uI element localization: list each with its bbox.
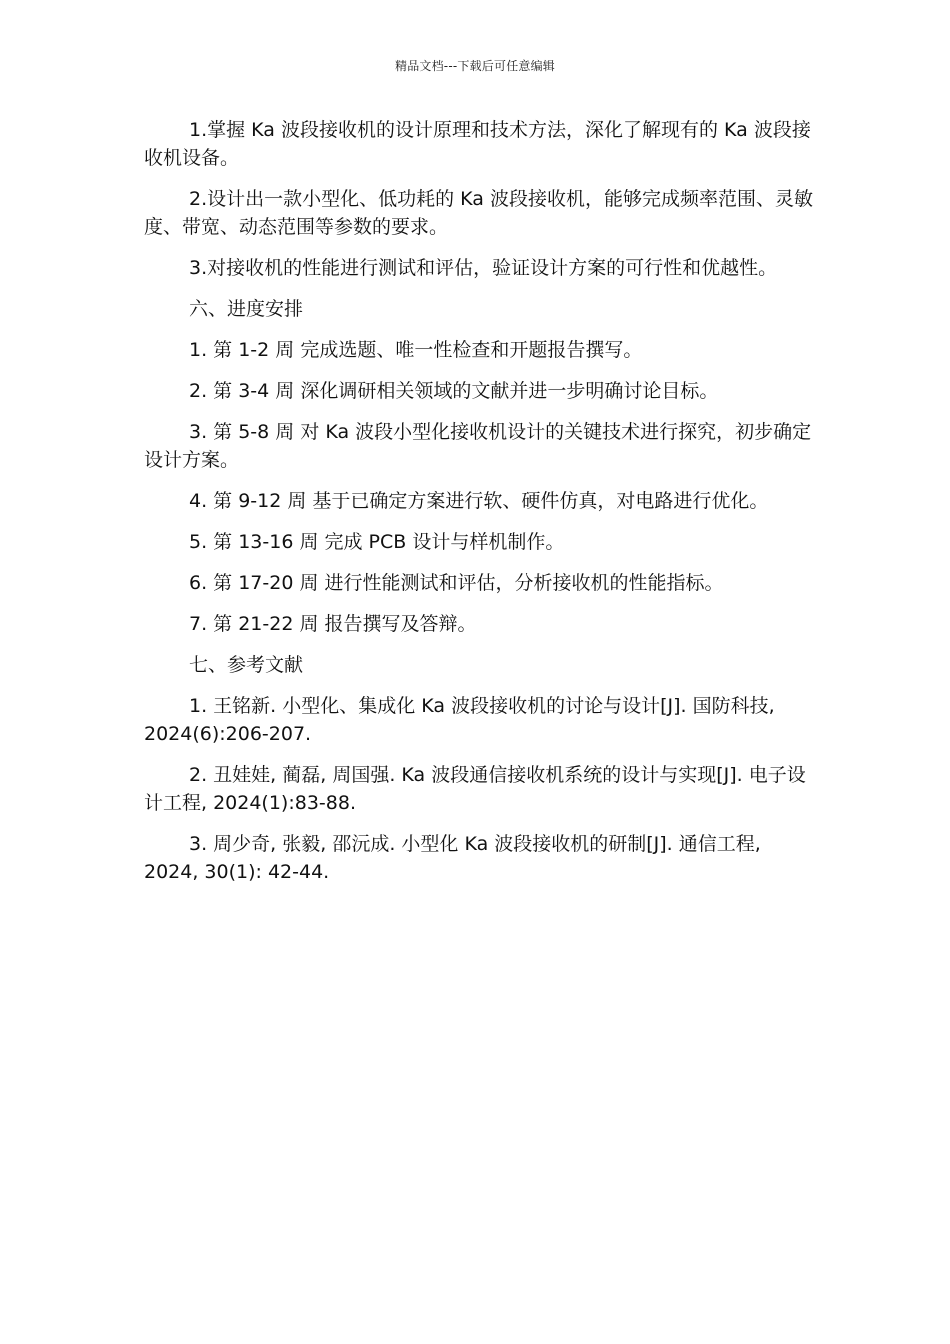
schedule-heading: 六、进度安排 (189, 298, 304, 320)
schedule-item: 2. 第 3-4 周 深化调研相关领域的文献并进一步明确讨论目标。 (189, 380, 719, 402)
schedule-item: 5. 第 13-16 周 完成 PCB 设计与样机制作。 (189, 531, 565, 553)
schedule-item: 1. 第 1-2 周 完成选题、唯一性检查和开题报告撰写。 (189, 339, 643, 361)
objective-item: 3.对接收机的性能进行测试和评估，验证设计方案的可行性和优越性。 (189, 257, 778, 279)
schedule-item: 3. 第 5-8 周 对 Ka 波段小型化接收机设计的关键技术进行探究，初步确定设计方案。 (144, 421, 812, 471)
document-body (144, 116, 820, 899)
schedule-item: 6. 第 17-20 周 进行性能测试和评估，分析接收机的性能指标。 (189, 572, 724, 594)
reference-item: 2. 丑娃娃, 蔺磊, 周国强. Ka 波段通信接收机系统的设计与实现[J]. 电子设计工程, 2024(1):83-88. (144, 764, 806, 814)
schedule-item: 7. 第 21-22 周 报告撰写及答辩。 (189, 613, 477, 635)
references-heading: 七、参考文献 (189, 654, 304, 676)
reference-item: 1. 王铭新. 小型化、集成化 Ka 波段接收机的讨论与设计[J]. 国防科技, 2024(6):206-207. (144, 695, 775, 745)
objective-item: 1.掌握 Ka 波段接收机的设计原理和技术方法，深化了解现有的 Ka 波段接收机设备。 (144, 119, 811, 169)
schedule-item: 4. 第 9-12 周 基于已确定方案进行软、硬件仿真，对电路进行优化。 (189, 490, 769, 512)
reference-item: 3. 周少奇, 张毅, 邵沅成. 小型化 Ka 波段接收机的研制[J]. 通信工程, 2024, 30(1): 42-44. (144, 833, 761, 883)
page-header: 精品文档---下载后可任意编辑 (395, 59, 555, 73)
objective-item: 2.设计出一款小型化、低功耗的 Ka 波段接收机，能够完成频率范围、灵敏度、带宽、动态范围等参数的要求。 (144, 188, 813, 238)
